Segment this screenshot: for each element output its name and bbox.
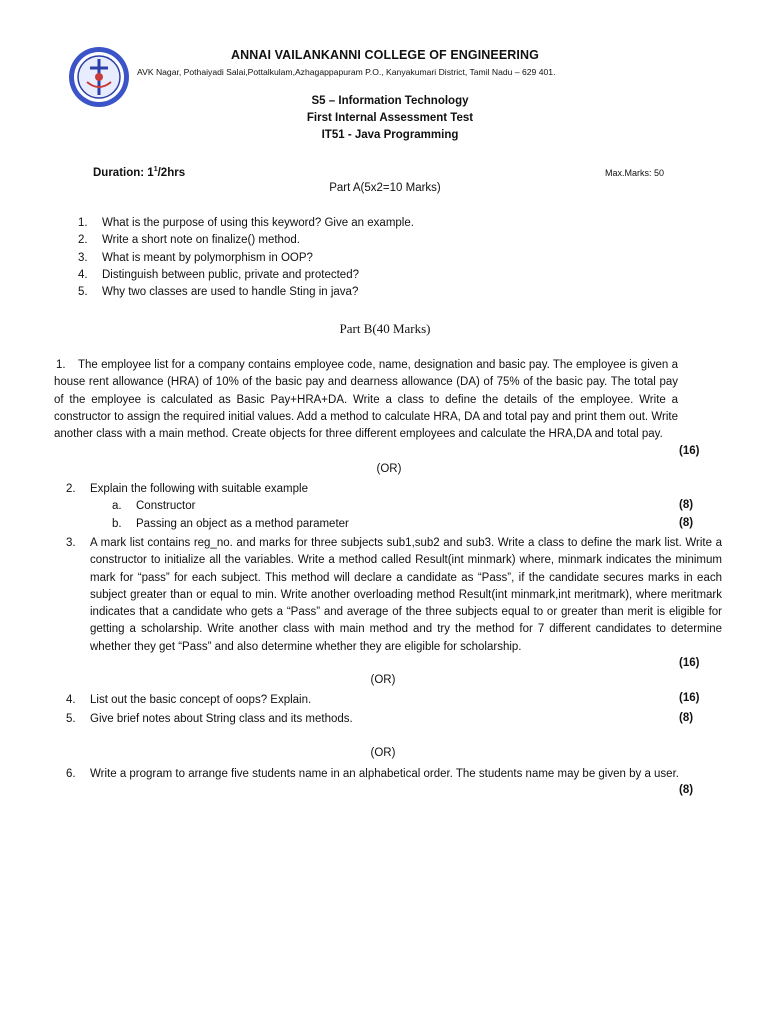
part-b-question-3: 3. A mark list contains reg_no. and marks for three subjects sub1,sub2 and sub3. Write a class to define the mark list. Write a constructor to initialize all the variables. Write a method called Result(int minmark) where, minmark indicates the minimum mark for “pass” for each subject. This method will declare a candidate as “Pass”, if the candidate secures marks in each subject greater than or equal to min. Write another overloading method Result(int minmark,int meritmark), where meritmark indicates that a candidate who gets a “Pass” and average of the three subjects equal to or greater than merit is eligible for getting a scholarship. Write another class with main method and try the method for 7 different candidates to determine whether they get “Pass” and also determine whether they are eligible for scholarship.	[66, 535, 722, 656]
part-b-question-4: 4. List out the basic concept of oops? Explain.	[66, 694, 312, 706]
question-text: A mark list contains reg_no. and marks for three subjects sub1,sub2 and sub3. Write a class to define the mark list. Write a constructor to initialize all the variables. Write a method called Result(int minmark) where, minmark indicates the minimum mark for “pass” for each subject. This method will declare a candidate as “Pass”, if the candidate secures marks in each subject greater than or equal to min. Write another overloading method Result(int minmark,int meritmark), where meritmark indicates that a candidate who gets a “Pass” and average of the three subjects equal to or greater than merit is eligible for getting a scholarship. Write another class with main method and try the method for 7 different candidates to determine whether they get “Pass” and also determine whether they are eligible for scholarship.	[90, 537, 722, 653]
college-address: AVK Nagar, Pothaiyadi Salai,Pottalkulam,Azhagappapuram P.O., Kanyakumari District, Tamil Nadu – 629 401.	[137, 67, 556, 77]
list-item: 5. Why two classes are used to handle Sting in java?	[78, 286, 359, 299]
semester-line: S5 – Information Technology	[311, 95, 469, 107]
question-marks: (8)	[679, 517, 694, 529]
question-marks: (8)	[679, 784, 694, 796]
part-a-title: Part A(5x2=10 Marks)	[329, 182, 441, 194]
part-b-title: Part B(40 Marks)	[339, 321, 431, 336]
question-marks: (16)	[679, 657, 700, 669]
question-marks: (8)	[679, 712, 694, 724]
list-item: 4. Distinguish between public, private and protected?	[78, 268, 359, 281]
question-marks: (16)	[679, 692, 700, 704]
question-marks: (16)	[679, 445, 700, 457]
sub-question-b: b. Passing an object as a method parameter	[112, 518, 349, 530]
exam-name: First Internal Assessment Test	[306, 112, 474, 124]
part-a-questions	[78, 215, 414, 301]
sub-question-a: a. Constructor	[112, 500, 196, 512]
list-item: 3. What is meant by polymorphism in OOP?	[78, 251, 313, 264]
part-b-question-5: 5. Give brief notes about String class and its methods.	[66, 713, 353, 725]
or-separator: (OR)	[370, 674, 396, 686]
part-b-question-2: 2. Explain the following with suitable example	[66, 483, 308, 495]
list-item: 2. Write a short note on finalize() method.	[78, 234, 300, 247]
duration: Duration: $1^1/2hrs$	[93, 166, 186, 179]
question-text: The employee list for a company contains employee code, name, designation and basic pay. The employee is given a house rent allowance (HRA) of 10% of the basic pay and dearness allowance (DA) of 75% of the basic pay. The total pay of the employee is calculated as Basic Pay+HRA+DA. Write a class to define the details of the employee. Write a constructor to assign the required initial values. Add a method to calculate HRA, DA and total pay and print them out. Write another class with a main method. Create objects for three different employees and calculate the HRA,DA and total pay.	[54, 359, 678, 441]
or-separator: (OR)	[376, 463, 402, 475]
question-text: Write a program to arrange five students name in an alphabetical order. The students name may be given by a user.	[90, 768, 679, 780]
or-separator: (OR)	[370, 747, 396, 759]
part-b-question-1: 1. The employee list for a company contains employee code, name, designation and basic pay. The employee is given a house rent allowance (HRA) of 10% of the basic pay and dearness allowance (DA) of 75% of the basic pay. The total pay of the employee is calculated as Basic Pay+HRA+DA. Write a class to define the details of the employee. Write a constructor to assign the required initial values. Add a method to calculate HRA, DA and total pay and print them out. Write another class with a main method. Create objects for three different employees and calculate the HRA,DA and total pay.	[54, 357, 722, 443]
college-logo	[68, 46, 130, 108]
list-item: 1. What is the purpose of using this keyword? Give an example.	[78, 217, 414, 229]
college-name: ANNAI VAILANKANNI COLLEGE OF ENGINEERING	[231, 48, 539, 62]
max-marks: Max.Marks: 50	[605, 168, 665, 178]
question-marks: (8)	[679, 499, 694, 511]
part-b-question-6: 6. Write a program to arrange five students name in an alphabetical order. The students name may be given by a user.	[66, 766, 722, 783]
course-name: IT51 - Java Programming	[321, 129, 459, 141]
